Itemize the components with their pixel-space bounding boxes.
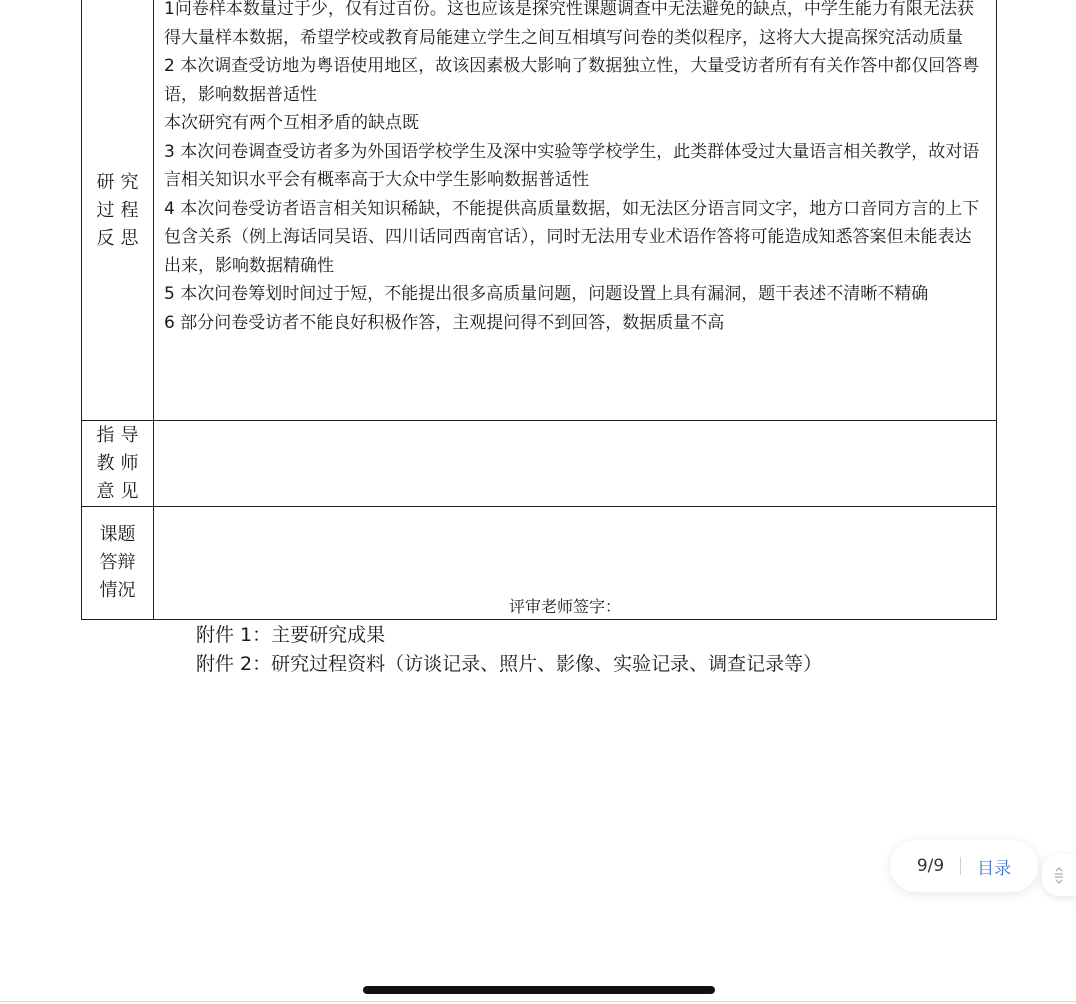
- bottom-divider: [0, 1001, 1076, 1002]
- reflection-paragraph: 1问卷样本数量过于少，仅有过百份。这也应该是探究性课题调查中无法避免的缺点，中学生能力有限无法获得大量样本数据，希望学校或教育局能建立学生之间互相填写问卷的类似程序，这将大大提高探究活动质量: [164, 0, 974, 48]
- table-row-teacher-opinion: [82, 421, 997, 507]
- home-indicator[interactable]: [363, 986, 715, 994]
- reflection-label-line: 反思: [96, 227, 145, 249]
- defense-label-line: 课题: [99, 524, 136, 545]
- table-of-contents-button[interactable]: 目录: [977, 858, 1012, 879]
- page-indicator: 9/9: [916, 856, 945, 876]
- reflection-paragraph: 本次研究有两个互相矛盾的缺点既: [164, 113, 419, 133]
- attachment-line: 附件 2：研究过程资料（访谈记录、照片、影像、实验记录、调查记录等）: [196, 653, 823, 675]
- teacher-opinion-label-line: 意见: [96, 480, 145, 502]
- reflection-label: [82, 169, 153, 253]
- scroll-handle[interactable]: [1042, 854, 1076, 896]
- attachment-line: 附件 1：主要研究成果: [196, 624, 386, 646]
- drag-handle-icon: [1052, 865, 1066, 885]
- pill-divider: [960, 857, 961, 875]
- teacher-opinion-label-line: 指导: [96, 424, 145, 446]
- reflection-content: [154, 0, 996, 337]
- reviewer-signature-label: 评审老师签字：: [509, 597, 622, 616]
- reflection-content-cell: [154, 0, 997, 421]
- reflection-paragraph: 2 本次调查受访地为粤语使用地区，故该因素极大影响了数据独立性，大量受访者所有有关作答中都仅回答粤语，影响数据普适性: [164, 56, 980, 105]
- reflection-paragraph: 3 本次问卷调查受访者多为外国语学校学生及深中实验等学校学生，此类群体受过大量语言相关教学，故对语言相关知识水平会有概率高于大众中学生影响数据普适性: [164, 141, 980, 190]
- defense-label-line: 答辩: [99, 552, 136, 573]
- reflection-label-line: 研究: [96, 171, 145, 193]
- teacher-opinion-content-cell: [154, 421, 997, 507]
- table-row-defense: [82, 507, 997, 620]
- page-navigation-pill: [890, 840, 1038, 892]
- reflection-paragraph: 6 部分问卷受访者不能良好积极作答，主观提问得不到回答，数据质量不高: [164, 312, 725, 333]
- reflection-paragraph: 4 本次问卷受访者语言相关知识稀缺，不能提供高质量数据，如无法区分语言同文字，地方口音同方言的上下包含关系（例上海话同吴语、四川话同西南官话），同时无法用专业术语作答将可能造成知悉答案但未能表达出来，影响数据精确性: [164, 198, 980, 276]
- teacher-opinion-label: [82, 422, 153, 506]
- project-form-table: [81, 0, 997, 620]
- defense-label-cell: [82, 507, 154, 620]
- defense-label: [82, 521, 153, 605]
- teacher-opinion-label-line: 教师: [96, 452, 145, 474]
- teacher-opinion-label-cell: [82, 421, 154, 507]
- reflection-label-line: 过程: [96, 199, 145, 221]
- defense-label-line: 情况: [99, 580, 136, 601]
- table-row-reflection: [82, 0, 997, 421]
- defense-content-cell: [154, 507, 997, 620]
- reflection-label-cell: [82, 0, 154, 421]
- reflection-paragraph: 5 本次问卷筹划时间过于短，不能提出很多高质量问题，问题设置上具有漏洞，题干表述不清晰不精确: [164, 284, 929, 304]
